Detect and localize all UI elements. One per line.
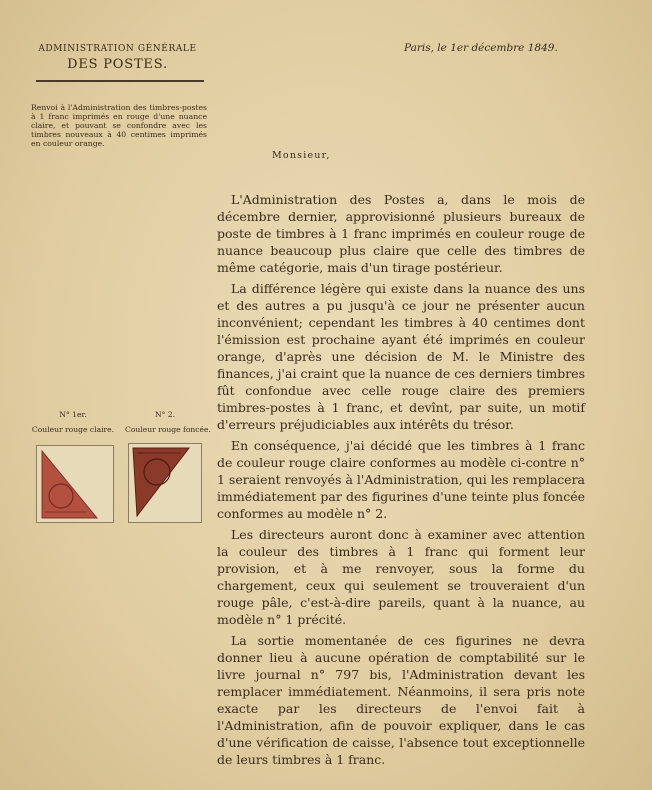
specimen-2-stamp bbox=[129, 444, 201, 522]
administration-title: ADMINISTRATION GÉNÉRALE bbox=[38, 44, 197, 54]
margin-note: Renvoi à l'Administration des timbres-postes à 1 franc imprimés en rouge d'une nuance claire, et pouvant se confondre avec les timbres nouveaux à 40 centimes imprimés en couleur orange. bbox=[31, 103, 207, 148]
specimen-2-frame bbox=[128, 443, 202, 523]
specimen-1-caption: Couleur rouge claire. bbox=[31, 425, 115, 434]
paragraph-5: La sortie momentanée de ces figurines ne devra donner lieu à aucune opération de comptabilité sur le livre journal n° 797 bis, l'Administration devant les remplacer immédiatement. Néanmoins, il sera pris note exacte par les directeurs de l'envoi fait à l'Administration, afin de pouvoir expliquer, dans le cas d'une vérification de caisse, l'absence tout exceptionnelle de leurs timbres à 1 franc. bbox=[217, 633, 585, 767]
letter-body bbox=[217, 191, 585, 772]
specimen-2-number: N° 2. bbox=[154, 410, 176, 419]
salutation: Monsieur, bbox=[272, 150, 331, 161]
paragraph-1: L'Administration des Postes a, dans le mois de décembre dernier, approvisionné plusieurs bureaux de poste de timbres à 1 franc imprimés en couleur rouge de nuance beaucoup plus claire que celle des timbres de même catégorie, mais d'un tirage postérieur. bbox=[217, 192, 585, 275]
specimen-1-bisect bbox=[42, 451, 97, 518]
paragraph-3: En conséquence, j'ai décidé que les timbres à 1 franc de couleur rouge claire conformes au modèle ci-contre n° 1 seraient renvoyés à l'Administration, qui les remplacera immédiatement par des figurines d'une teinte plus foncée conformes au modèle n° 2. bbox=[217, 438, 585, 521]
letterhead-rule bbox=[36, 80, 204, 82]
specimen-2-caption: Couleur rouge foncée. bbox=[125, 425, 211, 434]
paragraph-2: La différence légère qui existe dans la nuance des uns et des autres a pu jusqu'à ce jour ne présenter aucun inconvénient; cependant les timbres à 40 centimes dont l'émission est prochaine ayant été imprimés en couleur orange, d'après une décision de M. le Ministre des finances, j'ai craint que la nuance de ces derniers timbres fût confondue avec celle rouge claire des premiers timbres-postes à 1 franc, et devînt, par suite, un motif d'erreurs préjudiciables aux intérêts du trésor. bbox=[217, 281, 585, 432]
letterhead bbox=[30, 44, 205, 72]
specimen-1-stamp bbox=[37, 446, 113, 522]
letter-date: Paris, le 1er décembre 1849. bbox=[404, 42, 558, 54]
specimen-1-number: N° 1er. bbox=[59, 410, 87, 419]
specimen-2-bisect bbox=[133, 448, 189, 516]
paragraph-4: Les directeurs auront donc à examiner avec attention la couleur des timbres à 1 franc qui forment leur provision, et à me renvoyer, sous la forme du chargement, ceux qui seulement se trouveraient d'un rouge pâle, c'est-à-dire pareils, quant à la nuance, au modèle n° 1 précité. bbox=[217, 527, 585, 627]
specimen-1-frame bbox=[36, 445, 114, 523]
postes-title: DES POSTES. bbox=[67, 57, 168, 72]
